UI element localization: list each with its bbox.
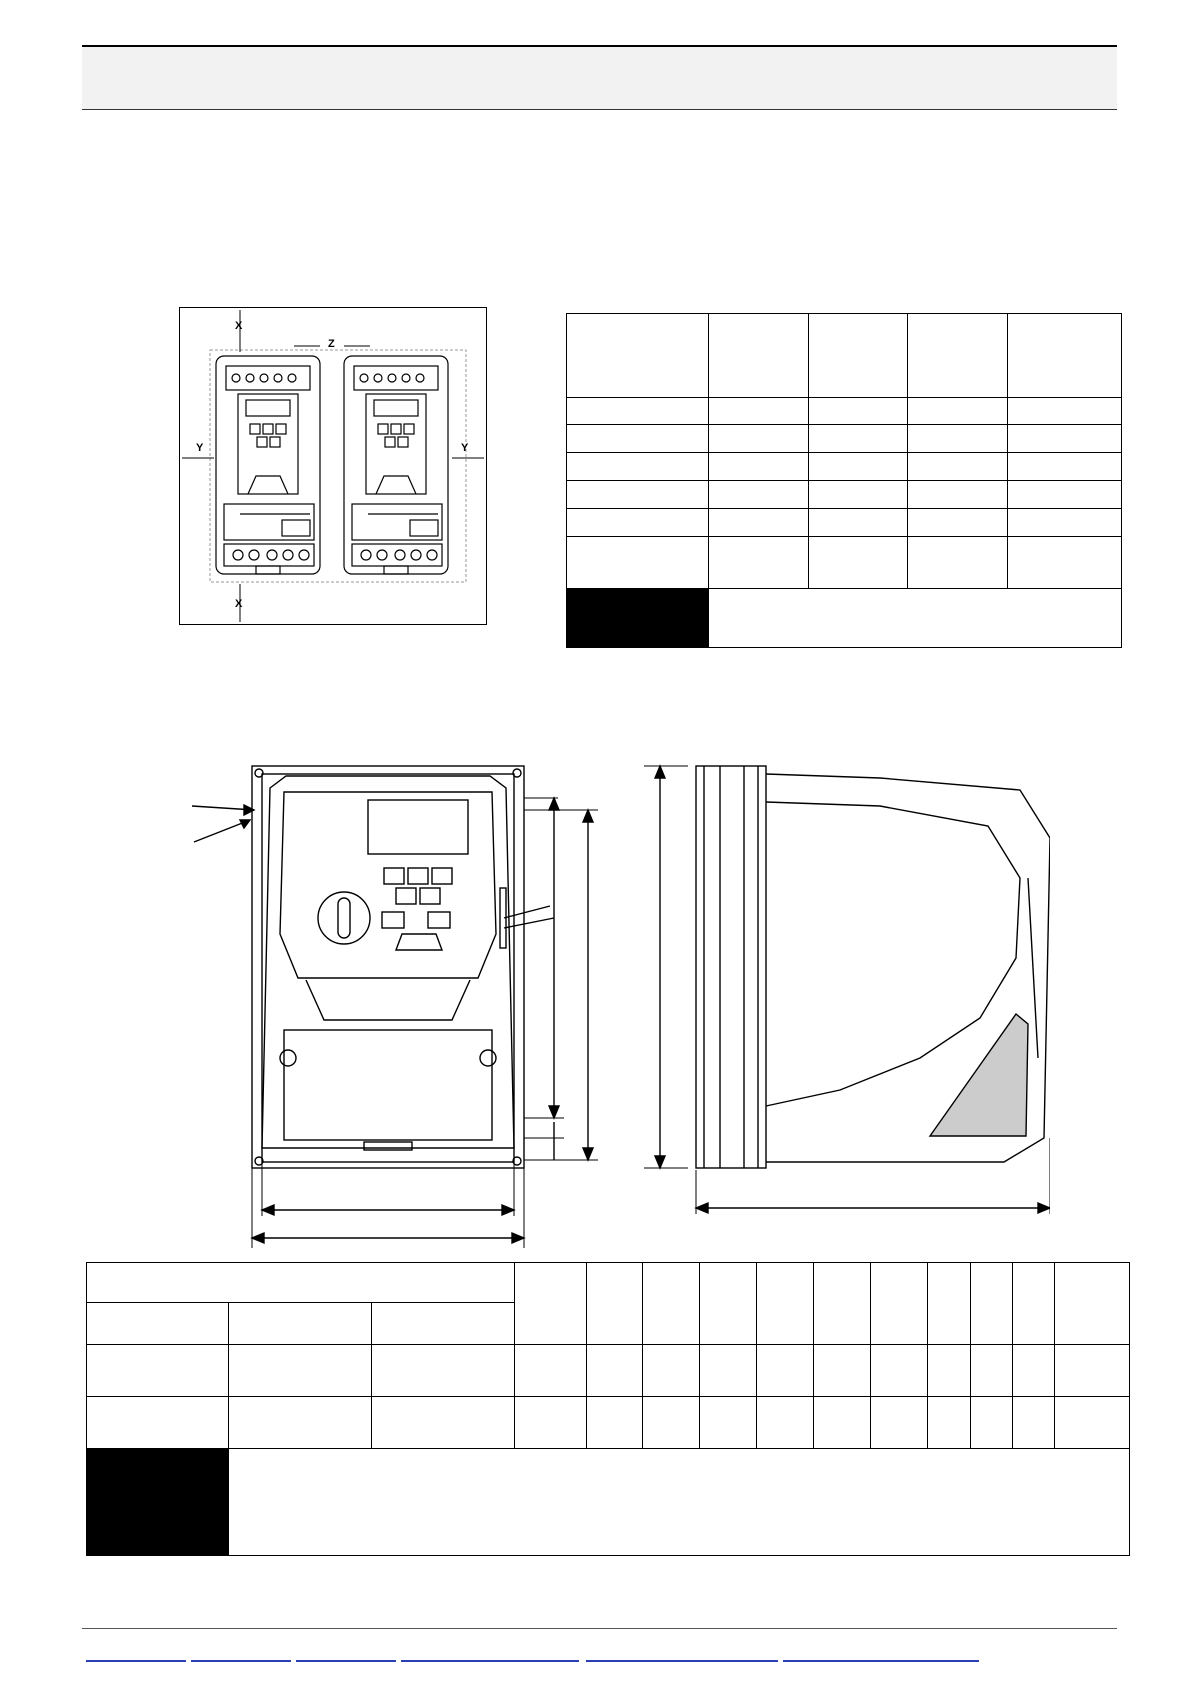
footer-link-5[interactable] — [586, 1660, 778, 1662]
dim-label-y-right: Y — [461, 442, 469, 454]
table-row — [567, 453, 1122, 481]
drive-unit-right — [344, 356, 448, 574]
note-text-cell — [708, 589, 1121, 648]
footer-link-3[interactable] — [296, 1660, 396, 1662]
footer-divider — [82, 1628, 1117, 1629]
footer-link-6[interactable] — [783, 1660, 979, 1662]
table-row — [567, 425, 1122, 453]
table-header-cell — [228, 1303, 371, 1345]
footer-link-1[interactable] — [86, 1660, 186, 1662]
dim-label-x-bottom: X — [235, 598, 243, 610]
dim-label-z: Z — [328, 338, 335, 350]
table-note-row — [87, 1449, 1130, 1556]
table-row — [567, 509, 1122, 537]
enclosure-side-view-drawing — [640, 758, 1050, 1218]
page-header-band — [82, 45, 1117, 110]
clearance-diagram-drawing — [180, 308, 486, 624]
note-label-cell — [567, 589, 709, 648]
table-header-row — [567, 314, 1122, 398]
footer-link-4[interactable] — [401, 1660, 579, 1662]
table-row — [567, 537, 1122, 589]
table-note-row — [567, 589, 1122, 648]
note-text-cell — [228, 1449, 1129, 1556]
dim-label-x-top: X — [235, 320, 243, 332]
table-header-row — [87, 1263, 1130, 1303]
footer-link-2[interactable] — [191, 1660, 291, 1662]
table-header-cell — [371, 1303, 514, 1345]
table-row — [87, 1345, 1130, 1397]
table-header-cell — [708, 314, 808, 398]
table-header-cell — [908, 314, 1008, 398]
enclosure-front-view-drawing — [188, 758, 608, 1248]
clearance-table — [566, 313, 1122, 648]
drive-unit-left — [216, 356, 320, 574]
table-header-cell — [808, 314, 908, 398]
note-label-cell — [87, 1449, 229, 1556]
table-header-cell — [87, 1303, 229, 1345]
dim-label-y-left: Y — [196, 442, 204, 454]
table-header-cell — [1008, 314, 1122, 398]
table-row — [567, 398, 1122, 425]
table-row — [567, 481, 1122, 509]
mounting-clearance-diagram — [179, 307, 487, 625]
table-header-cell — [567, 314, 709, 398]
table-header-cell — [87, 1263, 515, 1303]
table-row — [87, 1397, 1130, 1449]
dimensions-table — [86, 1262, 1130, 1556]
